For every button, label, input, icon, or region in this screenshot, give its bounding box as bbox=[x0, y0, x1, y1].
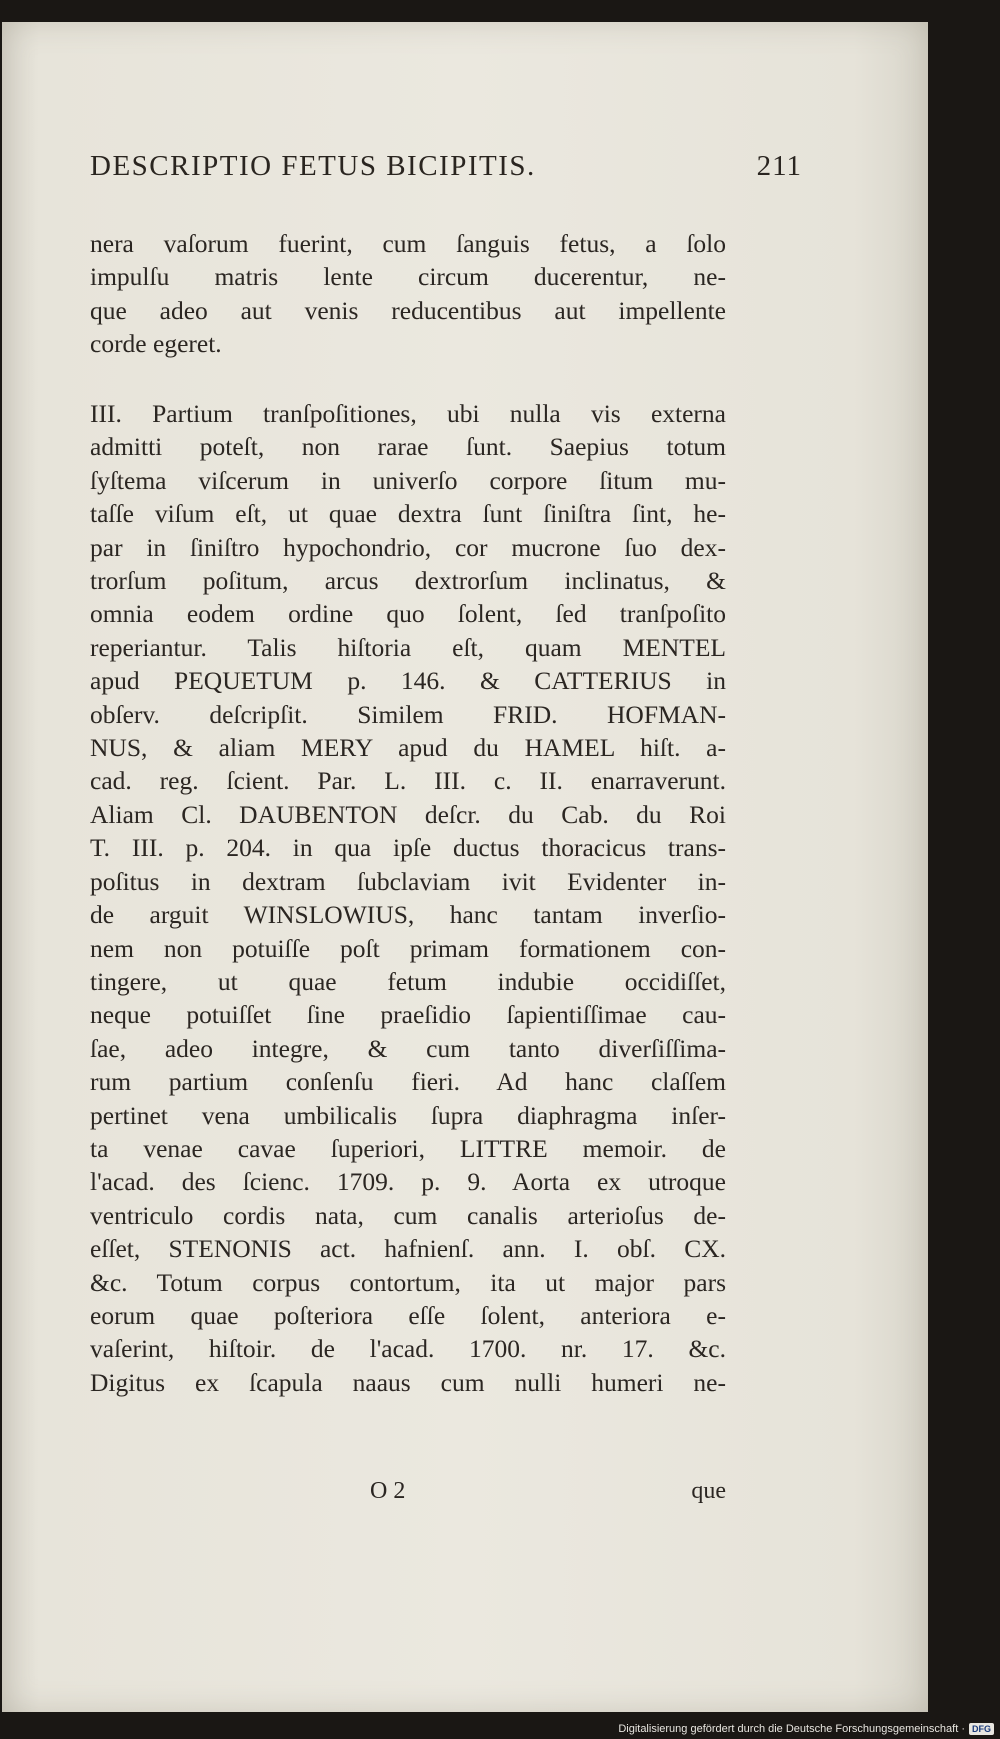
text-line: par in ſiniſtro hypochondrio, cor mucrone ſuo dex- bbox=[90, 532, 726, 562]
text-line: taſſe viſum eſt, ut quae dextra ſunt ſiniſtra ſint, he- bbox=[90, 499, 726, 529]
paragraph-2 bbox=[90, 397, 726, 1399]
text-line: nera vaſorum fuerint, cum ſanguis fetus, a ſolo bbox=[90, 229, 726, 258]
text-line: de arguit WINSLOWIUS, hanc tantam inverſio- bbox=[90, 900, 726, 930]
digitization-credit bbox=[618, 1723, 994, 1735]
text-line: Aliam Cl. DAUBENTON deſcr. du Cab. du Roi bbox=[90, 799, 726, 829]
text-line: impulſu matris lente circum ducerentur, ne- bbox=[90, 262, 726, 292]
text-line: obſerv. deſcripſit. Similem FRID. HOFMAN- bbox=[90, 699, 726, 729]
text-line: l'acad. des ſcienc. 1709. p. 9. Aorta ex utroque bbox=[90, 1167, 726, 1197]
dfg-logo: DFG bbox=[969, 1723, 994, 1735]
signature-mark: O 2 bbox=[370, 1478, 406, 1504]
text-line: vaſerint, hiſtoir. de l'acad. 1700. nr. 17. &c. bbox=[90, 1334, 726, 1364]
paragraph-1 bbox=[90, 227, 726, 361]
text-line: pertinet vena umbilicalis ſupra diaphragma inſer- bbox=[90, 1100, 726, 1130]
text-line: cad. reg. ſcient. Par. L. III. c. II. enarraverunt. bbox=[90, 766, 726, 796]
text-line: Digitus ex ſcapula naaus cum nulli humeri ne- bbox=[90, 1367, 726, 1397]
running-title: DESCRIPTIO FETUS BICIPITIS. bbox=[90, 150, 536, 182]
text-line: rum partium conſenſu fieri. Ad hanc claſſem bbox=[90, 1067, 726, 1097]
text-line: corde egeret. bbox=[90, 329, 222, 359]
text-line: ta venae cavae ſuperiori, LITTRE memoir. de bbox=[90, 1133, 726, 1163]
text-line: III. Partium tranſpoſitiones, ubi nulla vis externa bbox=[90, 399, 726, 428]
text-line: &c. Totum corpus contortum, ita ut major pars bbox=[90, 1267, 726, 1297]
text-line: neque potuiſſet ſine praeſidio ſapientiſſimae cau- bbox=[90, 1000, 726, 1030]
text-line: ſae, adeo integre, & cum tanto diverſiſſima- bbox=[90, 1033, 726, 1063]
text-line: T. III. p. 204. in qua ipſe ductus thoracicus trans- bbox=[90, 833, 726, 863]
text-line: trorſum poſitum, arcus dextrorſum inclinatus, & bbox=[90, 566, 726, 596]
text-line: NUS, & aliam MERY apud du HAMEL hiſt. a- bbox=[90, 733, 726, 763]
text-line: ſyſtema viſcerum in univerſo corpore ſitum mu- bbox=[90, 465, 726, 495]
text-line: reperiantur. Talis hiſtoria eſt, quam MENTEL bbox=[90, 632, 726, 662]
text-line: eorum quae poſteriora eſſe ſolent, anteriora e- bbox=[90, 1300, 726, 1330]
text-line: poſitus in dextram ſubclaviam ivit Evidenter in- bbox=[90, 866, 726, 896]
page-number: 211 bbox=[756, 150, 802, 182]
text-line: apud PEQUETUM p. 146. & CATTERIUS in bbox=[90, 666, 726, 696]
text-line: omnia eodem ordine quo ſolent, ſed tranſpoſito bbox=[90, 599, 726, 629]
running-header bbox=[90, 150, 802, 183]
text-line: tingere, ut quae fetum indubie occidiſſet, bbox=[90, 966, 726, 996]
catchword: que bbox=[691, 1478, 726, 1504]
text-line: ventriculo cordis nata, cum canalis arterioſus de- bbox=[90, 1200, 726, 1230]
text-line: admitti poteſt, non rarae ſunt. Saepius totum bbox=[90, 432, 726, 462]
credit-text: Digitalisierung gefördert durch die Deutsche Forschungsgemeinschaft · bbox=[618, 1723, 965, 1735]
text-line: que adeo aut venis reducentibus aut impellente bbox=[90, 295, 726, 325]
text-line: eſſet, STENONIS act. hafnienſ. ann. I. obſ. CX. bbox=[90, 1234, 726, 1264]
text-line: nem non potuiſſe poſt primam formationem con- bbox=[90, 933, 726, 963]
